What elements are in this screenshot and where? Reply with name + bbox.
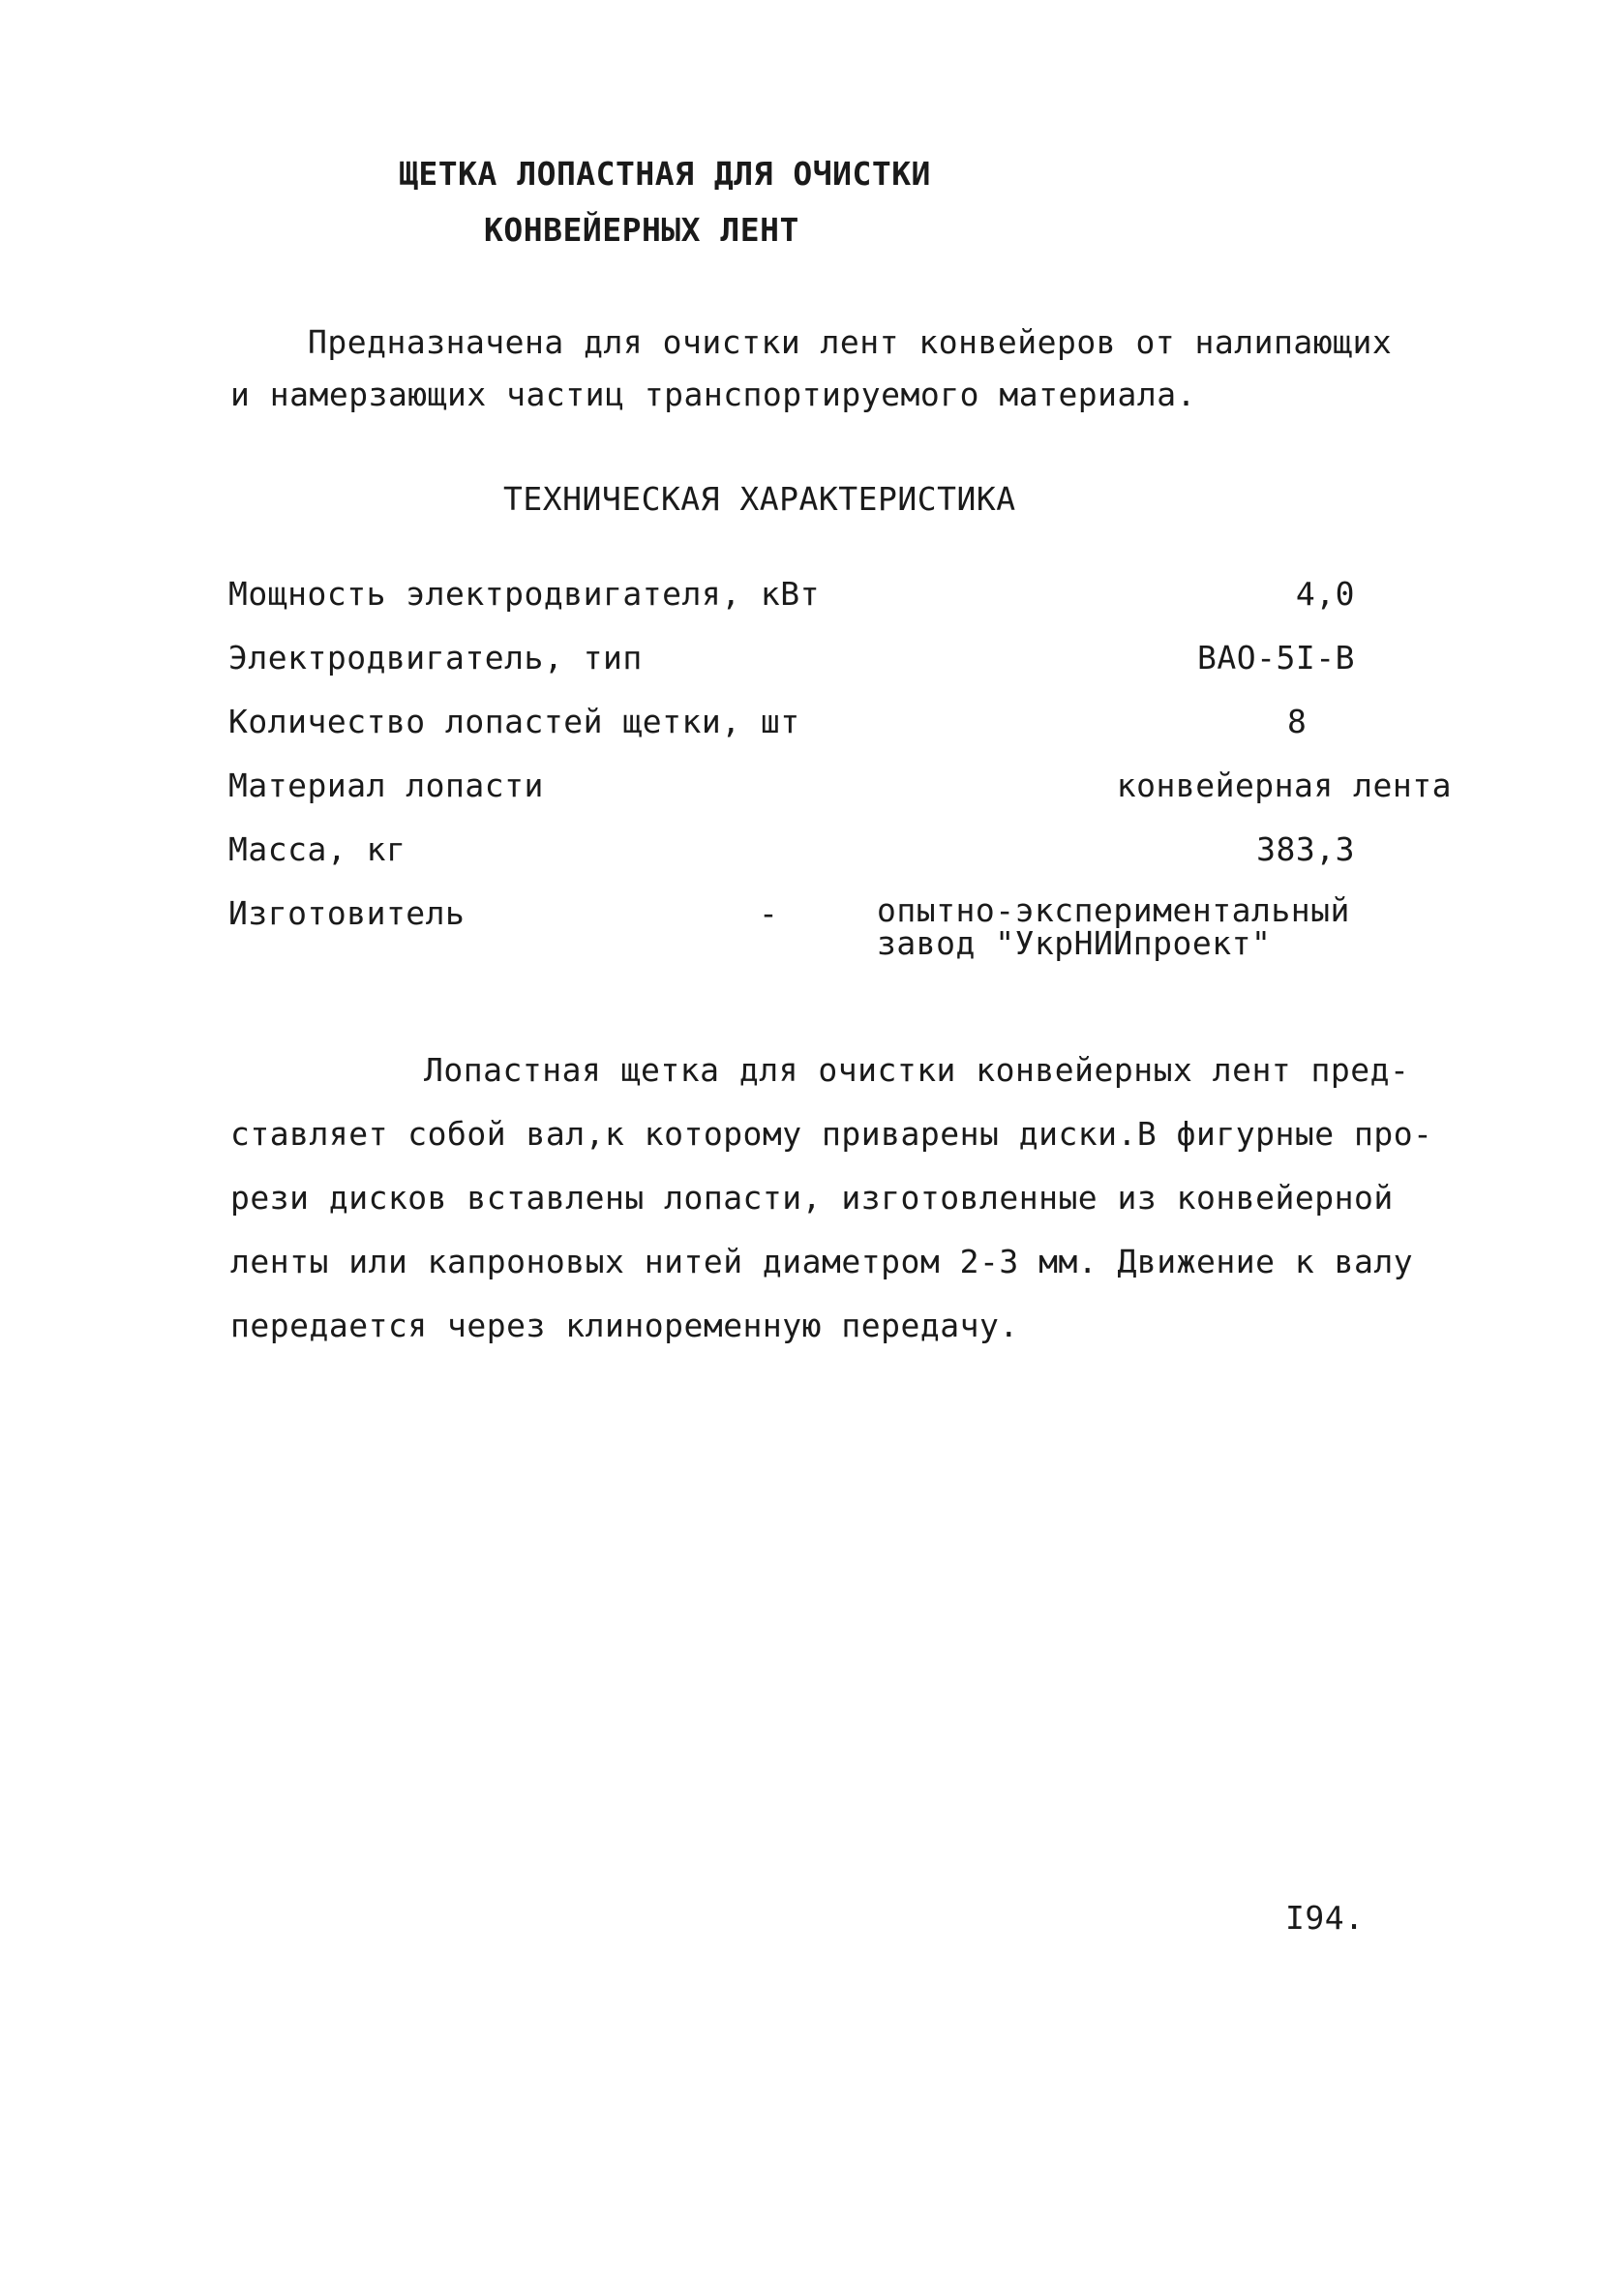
- spec-value-blade-count: 8: [1287, 703, 1308, 740]
- description-line-4: ленты или капроновых нитей диаметром 2-3 мм. Движение к валу: [230, 1243, 1414, 1280]
- description-line-1: Лопастная щетка для очистки конвейерных лент пред-: [424, 1051, 1410, 1089]
- spec-label-blade-material: Материал лопасти: [228, 767, 544, 804]
- document-title-line-2: КОНВЕЙЕРНЫХ ЛЕНТ: [484, 211, 799, 249]
- document-title-line-1: ЩЕТКА ЛОПАСТНАЯ ДЛЯ ОЧИСТКИ: [399, 155, 931, 193]
- description-line-3: рези дисков вставлены лопасти, изготовленные из конвейерной: [230, 1179, 1394, 1217]
- description-line-2: ставляет собой вал,к которому приварены диски.В фигурные про-: [230, 1115, 1433, 1153]
- purpose-line-1: Предназначена для очистки лент конвейеров от налипающих: [308, 323, 1393, 361]
- spec-value-manufacturer-line-2: завод "УкрНИИпроект": [877, 924, 1272, 962]
- spec-value-power: 4,0: [1295, 575, 1355, 613]
- spec-heading: ТЕХНИЧЕСКАЯ ХАРАКТЕРИСТИКА: [503, 480, 1016, 518]
- spec-label-power: Мощность электродвигателя, кВт: [228, 575, 821, 613]
- spec-dash-manufacturer: -: [759, 894, 779, 932]
- spec-label-mass: Масса, кг: [228, 830, 406, 868]
- spec-value-motor-type: ВАО-5I-В: [1197, 639, 1355, 677]
- description-line-5: передается через клиноременную передачу.: [230, 1307, 1019, 1344]
- spec-label-blade-count: Количество лопастей щетки, шт: [228, 703, 800, 740]
- spec-value-manufacturer-line-1: опытно-экспериментальный: [877, 891, 1350, 929]
- purpose-line-2: и намерзающих частиц транспортируемого материала.: [230, 376, 1197, 413]
- spec-label-manufacturer: Изготовитель: [228, 894, 466, 932]
- spec-value-blade-material: конвейерная лента: [1116, 767, 1452, 804]
- spec-label-motor-type: Электродвигатель, тип: [228, 639, 643, 677]
- page-number: I94.: [1285, 1899, 1365, 1937]
- spec-value-mass: 383,3: [1256, 830, 1355, 868]
